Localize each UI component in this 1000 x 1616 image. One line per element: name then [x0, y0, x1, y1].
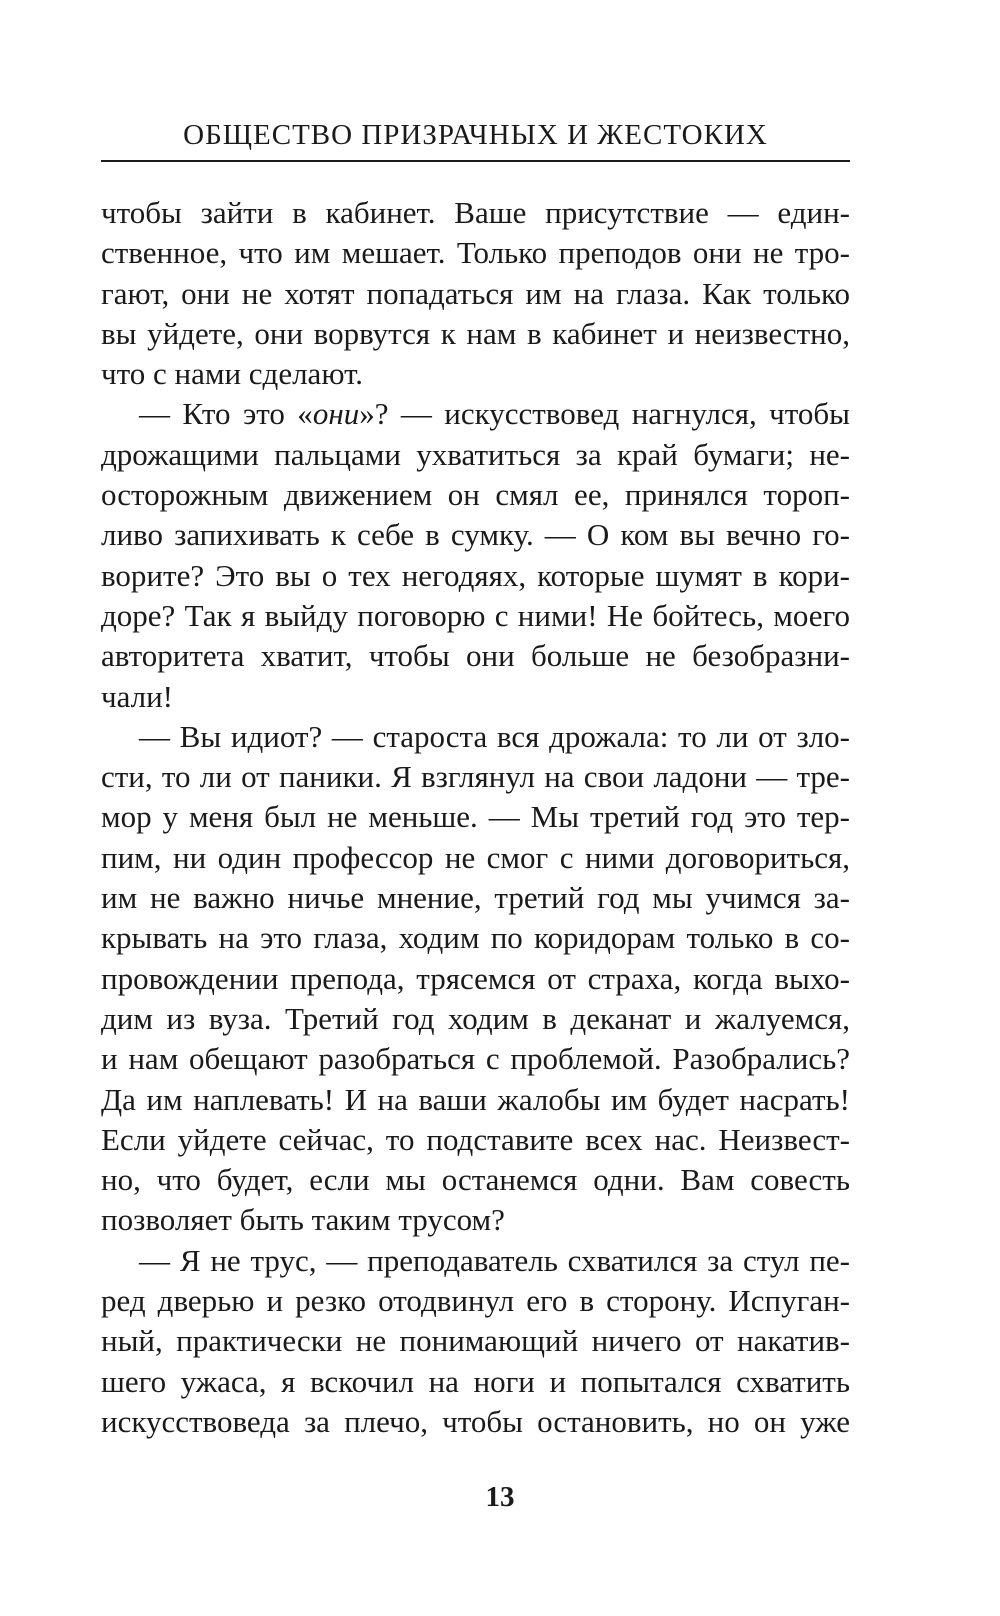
- page-number: 13: [485, 1481, 515, 1513]
- text-line: ственное, что им мешает. Только преподов они не тро-: [101, 235, 850, 271]
- text-line: дрожащими пальцами ухватиться за край бумаги; не-: [101, 436, 850, 472]
- text-line: и нам обещают разобраться с проблемой. Разобрались?: [101, 1041, 850, 1077]
- text-line: что с нами сделают.: [101, 356, 364, 392]
- text-line: осторожным движением он смял ее, принялся тороп-: [101, 477, 850, 513]
- text-line: мор у меня был не меньше. — Мы третий год это тер-: [101, 799, 850, 835]
- text-line: ливо запихивать к себе в сумку. — О ком вы вечно го-: [101, 517, 850, 553]
- text-line: доре? Так я выйду поговорю с ними! Не бойтесь, моего: [101, 597, 850, 633]
- text-line: чтобы зайти в кабинет. Ваше присутствие — един-: [101, 195, 850, 230]
- text-line: — Вы идиот? — староста вся дрожала: то ли от зло-: [139, 718, 850, 754]
- text-line: ный, практически не понимающий ничего от накатив-: [101, 1323, 850, 1359]
- header-rule: [101, 160, 850, 162]
- running-head: ОБЩЕСТВО ПРИЗРАЧНЫХ И ЖЕСТОКИХ: [183, 119, 768, 151]
- text-line: — Я не трус, — преподаватель схватился за стул пе-: [139, 1242, 850, 1278]
- text-line: — Кто это «они»? — искусствовед нагнулся, чтобы: [139, 396, 850, 432]
- text-line: чали!: [101, 678, 174, 714]
- text-line: ред дверью и резко отодвинул его в сторону. Испуган-: [101, 1283, 850, 1319]
- text-line: но, что будет, если мы останемся одни. Вам совесть: [101, 1162, 850, 1198]
- text-line: Да им наплевать! И на ваши жалобы им будет насрать!: [101, 1081, 850, 1117]
- text-line: сти, то ли от паники. Я взглянул на свои ладони — тре-: [101, 759, 850, 795]
- text-line: дим из вуза. Третий год ходим в деканат и жалуемся,: [101, 1000, 850, 1036]
- text-line: гают, они не хотят попадаться им на глаза. Как только: [101, 275, 850, 311]
- text-line: крывать на это глаза, ходим по коридорам только в со-: [101, 920, 850, 956]
- text-line: им не важно ничье мнение, третий год мы учимся за-: [101, 880, 850, 916]
- text-line: пим, ни один профессор не смог с ними договориться,: [101, 839, 850, 875]
- text-line: авторитета хватит, чтобы они больше не безобразни-: [101, 638, 850, 674]
- text-line: вы уйдете, они ворвутся к нам в кабинет и неизвестно,: [101, 315, 850, 351]
- text-line: искусствоведа за плечо, чтобы остановить, но он уже: [101, 1403, 850, 1439]
- body-text: [101, 193, 850, 1442]
- text-line: позволяет быть таким трусом?: [101, 1202, 505, 1238]
- text-line: провождении препода, трясемся от страха, когда выхо-: [101, 960, 850, 996]
- text-line: Если уйдете сейчас, то подставите всех нас. Неизвест-: [101, 1121, 850, 1157]
- text-line: шего ужаса, я вскочил на ноги и попытался схватить: [101, 1363, 850, 1399]
- text-line: ворите? Это вы о тех негодяях, которые шумят в кори-: [101, 557, 850, 593]
